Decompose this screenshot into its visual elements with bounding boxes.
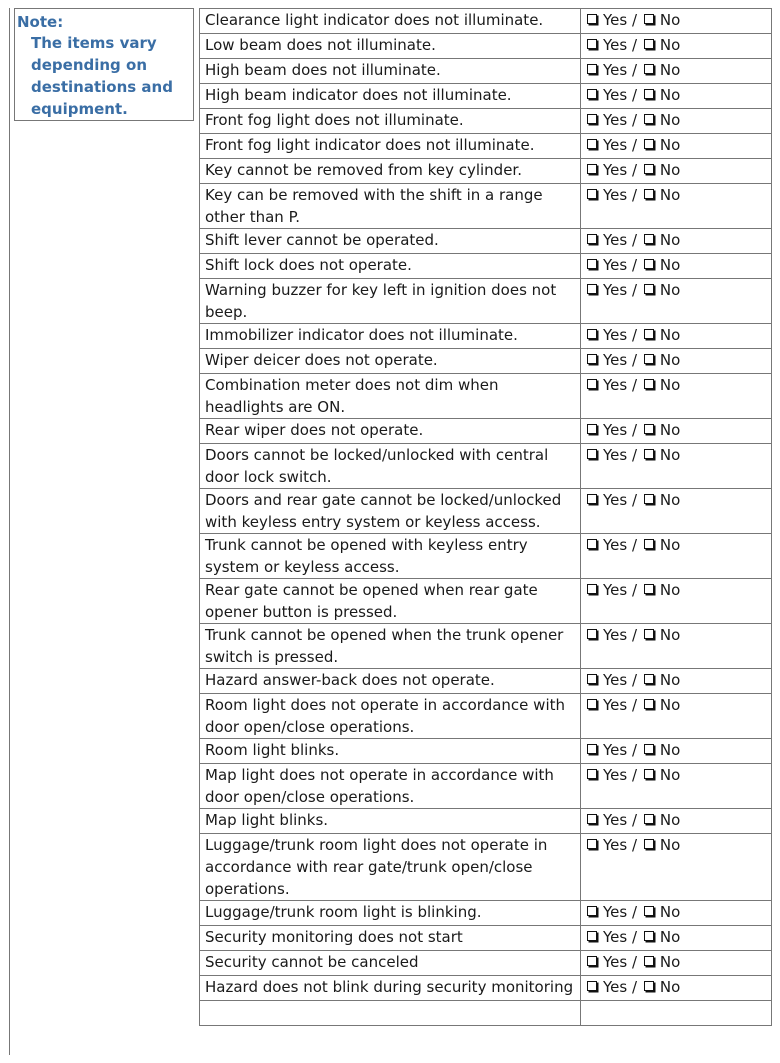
symptom-text: Wiper deicer does not operate. bbox=[200, 349, 581, 374]
no-checkbox-icon[interactable] bbox=[644, 931, 654, 941]
table-row bbox=[200, 579, 772, 624]
yes-label: Yes bbox=[603, 61, 628, 79]
no-label: No bbox=[659, 421, 681, 439]
no-checkbox-icon[interactable] bbox=[644, 814, 654, 824]
answer-separator: / bbox=[632, 491, 638, 509]
yes-no-cell bbox=[581, 579, 772, 624]
no-checkbox-icon[interactable] bbox=[644, 14, 654, 24]
table-row bbox=[200, 159, 772, 184]
yes-label: Yes bbox=[603, 136, 628, 154]
no-checkbox-icon[interactable] bbox=[644, 539, 654, 549]
yes-checkbox-icon[interactable] bbox=[587, 449, 597, 459]
answer-separator: / bbox=[632, 741, 638, 759]
table-row bbox=[200, 374, 772, 419]
symptom-text: Doors cannot be locked/unlocked with central door lock switch. bbox=[200, 444, 581, 489]
yes-label: Yes bbox=[603, 491, 628, 509]
no-checkbox-icon[interactable] bbox=[644, 139, 654, 149]
no-label: No bbox=[659, 811, 681, 829]
answer-separator: / bbox=[632, 136, 638, 154]
yes-no-cell bbox=[581, 84, 772, 109]
answer-separator: / bbox=[632, 811, 638, 829]
yes-label: Yes bbox=[603, 326, 628, 344]
yes-no-cell bbox=[581, 764, 772, 809]
yes-label: Yes bbox=[603, 953, 628, 971]
no-checkbox-icon[interactable] bbox=[644, 164, 654, 174]
table-row bbox=[200, 324, 772, 349]
yes-label: Yes bbox=[603, 928, 628, 946]
yes-no-cell bbox=[581, 669, 772, 694]
yes-checkbox-icon[interactable] bbox=[587, 114, 597, 124]
no-label: No bbox=[659, 836, 681, 854]
table-row bbox=[200, 34, 772, 59]
yes-label: Yes bbox=[603, 903, 628, 921]
symptom-text: Hazard answer-back does not operate. bbox=[200, 669, 581, 694]
no-checkbox-icon[interactable] bbox=[644, 259, 654, 269]
answer-separator: / bbox=[632, 11, 638, 29]
symptom-text: Shift lock does not operate. bbox=[200, 254, 581, 279]
note-line: destinations and bbox=[31, 78, 173, 96]
no-checkbox-icon[interactable] bbox=[644, 584, 654, 594]
yes-label: Yes bbox=[603, 536, 628, 554]
table-row bbox=[200, 254, 772, 279]
yes-no-cell bbox=[581, 184, 772, 229]
yes-checkbox-icon[interactable] bbox=[587, 814, 597, 824]
no-checkbox-icon[interactable] bbox=[644, 629, 654, 639]
left-margin-rule bbox=[9, 8, 10, 1055]
yes-checkbox-icon[interactable] bbox=[587, 699, 597, 709]
answer-separator: / bbox=[632, 978, 638, 996]
symptom-text: High beam does not illuminate. bbox=[200, 59, 581, 84]
symptom-text: Front fog light indicator does not illuminate. bbox=[200, 134, 581, 159]
yes-label: Yes bbox=[603, 626, 628, 644]
answer-separator: / bbox=[632, 421, 638, 439]
no-label: No bbox=[659, 281, 681, 299]
answer-separator: / bbox=[632, 376, 638, 394]
yes-checkbox-icon[interactable] bbox=[587, 189, 597, 199]
yes-checkbox-icon[interactable] bbox=[587, 354, 597, 364]
yes-checkbox-icon[interactable] bbox=[587, 329, 597, 339]
empty-cell bbox=[581, 1001, 772, 1026]
no-checkbox-icon[interactable] bbox=[644, 981, 654, 991]
no-checkbox-icon[interactable] bbox=[644, 956, 654, 966]
no-label: No bbox=[659, 11, 681, 29]
yes-checkbox-icon[interactable] bbox=[587, 674, 597, 684]
yes-no-cell bbox=[581, 324, 772, 349]
yes-label: Yes bbox=[603, 811, 628, 829]
table-row bbox=[200, 834, 772, 901]
no-label: No bbox=[659, 61, 681, 79]
yes-no-cell bbox=[581, 59, 772, 84]
no-checkbox-icon[interactable] bbox=[644, 114, 654, 124]
table-row bbox=[200, 109, 772, 134]
yes-label: Yes bbox=[603, 766, 628, 784]
no-label: No bbox=[659, 671, 681, 689]
answer-separator: / bbox=[632, 256, 638, 274]
yes-no-cell bbox=[581, 9, 772, 34]
no-checkbox-icon[interactable] bbox=[644, 64, 654, 74]
yes-no-cell bbox=[581, 489, 772, 534]
symptom-text: Clearance light indicator does not illuminate. bbox=[200, 9, 581, 34]
yes-label: Yes bbox=[603, 836, 628, 854]
no-label: No bbox=[659, 136, 681, 154]
no-label: No bbox=[659, 186, 681, 204]
no-checkbox-icon[interactable] bbox=[644, 379, 654, 389]
yes-no-cell bbox=[581, 349, 772, 374]
yes-checkbox-icon[interactable] bbox=[587, 629, 597, 639]
yes-checkbox-icon[interactable] bbox=[587, 744, 597, 754]
answer-separator: / bbox=[632, 766, 638, 784]
yes-label: Yes bbox=[603, 351, 628, 369]
table-row bbox=[200, 59, 772, 84]
no-label: No bbox=[659, 626, 681, 644]
table-row bbox=[200, 809, 772, 834]
symptom-text: Doors and rear gate cannot be locked/unlocked with keyless entry system or keyless access. bbox=[200, 489, 581, 534]
yes-checkbox-icon[interactable] bbox=[587, 234, 597, 244]
yes-label: Yes bbox=[603, 86, 628, 104]
symptom-text: Map light blinks. bbox=[200, 809, 581, 834]
table-row bbox=[200, 739, 772, 764]
checklist-body bbox=[200, 9, 772, 1026]
no-label: No bbox=[659, 903, 681, 921]
yes-checkbox-icon[interactable] bbox=[587, 259, 597, 269]
answer-separator: / bbox=[632, 928, 638, 946]
no-checkbox-icon[interactable] bbox=[644, 674, 654, 684]
yes-no-cell bbox=[581, 254, 772, 279]
yes-checkbox-icon[interactable] bbox=[587, 981, 597, 991]
note-box bbox=[14, 8, 194, 121]
symptom-text: Warning buzzer for key left in ignition does not beep. bbox=[200, 279, 581, 324]
answer-separator: / bbox=[632, 953, 638, 971]
symptom-text: Rear gate cannot be opened when rear gate opener button is pressed. bbox=[200, 579, 581, 624]
answer-separator: / bbox=[632, 86, 638, 104]
answer-separator: / bbox=[632, 61, 638, 79]
yes-no-cell bbox=[581, 809, 772, 834]
yes-checkbox-icon[interactable] bbox=[587, 164, 597, 174]
symptom-text: Room light blinks. bbox=[200, 739, 581, 764]
yes-checkbox-icon[interactable] bbox=[587, 89, 597, 99]
symptom-text: Key cannot be removed from key cylinder. bbox=[200, 159, 581, 184]
yes-checkbox-icon[interactable] bbox=[587, 64, 597, 74]
yes-no-cell bbox=[581, 109, 772, 134]
yes-no-cell bbox=[581, 279, 772, 324]
no-checkbox-icon[interactable] bbox=[644, 234, 654, 244]
no-label: No bbox=[659, 446, 681, 464]
answer-separator: / bbox=[632, 696, 638, 714]
no-checkbox-icon[interactable] bbox=[644, 699, 654, 709]
yes-no-cell bbox=[581, 624, 772, 669]
no-checkbox-icon[interactable] bbox=[644, 39, 654, 49]
symptom-text: Security cannot be canceled bbox=[200, 951, 581, 976]
no-checkbox-icon[interactable] bbox=[644, 906, 654, 916]
yes-label: Yes bbox=[603, 186, 628, 204]
no-label: No bbox=[659, 491, 681, 509]
no-label: No bbox=[659, 741, 681, 759]
yes-checkbox-icon[interactable] bbox=[587, 494, 597, 504]
symptom-text: Luggage/trunk room light does not operate in accordance with rear gate/trunk open/close operations. bbox=[200, 834, 581, 901]
symptom-text: Shift lever cannot be operated. bbox=[200, 229, 581, 254]
yes-no-cell bbox=[581, 926, 772, 951]
note-title: Note: bbox=[17, 13, 64, 31]
yes-label: Yes bbox=[603, 446, 628, 464]
symptom-text: Security monitoring does not start bbox=[200, 926, 581, 951]
yes-checkbox-icon[interactable] bbox=[587, 379, 597, 389]
note-line: The items vary bbox=[31, 34, 157, 52]
answer-separator: / bbox=[632, 626, 638, 644]
yes-no-cell bbox=[581, 134, 772, 159]
yes-label: Yes bbox=[603, 421, 628, 439]
no-label: No bbox=[659, 256, 681, 274]
answer-separator: / bbox=[632, 671, 638, 689]
yes-no-cell bbox=[581, 901, 772, 926]
yes-checkbox-icon[interactable] bbox=[587, 139, 597, 149]
table-row bbox=[200, 489, 772, 534]
table-row bbox=[200, 9, 772, 34]
table-row bbox=[200, 624, 772, 669]
table-row bbox=[200, 279, 772, 324]
symptom-text: Key can be removed with the shift in a range other than P. bbox=[200, 184, 581, 229]
no-label: No bbox=[659, 326, 681, 344]
table-row bbox=[200, 534, 772, 579]
empty-cell bbox=[200, 1001, 581, 1026]
yes-label: Yes bbox=[603, 671, 628, 689]
answer-separator: / bbox=[632, 36, 638, 54]
yes-label: Yes bbox=[603, 281, 628, 299]
yes-checkbox-icon[interactable] bbox=[587, 839, 597, 849]
no-checkbox-icon[interactable] bbox=[644, 449, 654, 459]
symptom-text: Front fog light does not illuminate. bbox=[200, 109, 581, 134]
yes-checkbox-icon[interactable] bbox=[587, 424, 597, 434]
yes-label: Yes bbox=[603, 111, 628, 129]
answer-separator: / bbox=[632, 231, 638, 249]
symptom-text: Hazard does not blink during security monitoring bbox=[200, 976, 581, 1001]
no-label: No bbox=[659, 928, 681, 946]
empty-row bbox=[200, 1001, 772, 1026]
no-label: No bbox=[659, 953, 681, 971]
no-label: No bbox=[659, 351, 681, 369]
yes-no-cell bbox=[581, 976, 772, 1001]
symptom-text: Trunk cannot be opened with keyless entry system or keyless access. bbox=[200, 534, 581, 579]
yes-no-cell bbox=[581, 739, 772, 764]
yes-label: Yes bbox=[603, 741, 628, 759]
table-row bbox=[200, 926, 772, 951]
table-row bbox=[200, 444, 772, 489]
answer-separator: / bbox=[632, 186, 638, 204]
no-label: No bbox=[659, 696, 681, 714]
yes-checkbox-icon[interactable] bbox=[587, 956, 597, 966]
no-checkbox-icon[interactable] bbox=[644, 329, 654, 339]
yes-label: Yes bbox=[603, 978, 628, 996]
yes-label: Yes bbox=[603, 161, 628, 179]
no-label: No bbox=[659, 376, 681, 394]
answer-separator: / bbox=[632, 281, 638, 299]
table-row bbox=[200, 134, 772, 159]
no-checkbox-icon[interactable] bbox=[644, 284, 654, 294]
symptom-text: Combination meter does not dim when headlights are ON. bbox=[200, 374, 581, 419]
yes-no-cell bbox=[581, 374, 772, 419]
table-row bbox=[200, 184, 772, 229]
yes-checkbox-icon[interactable] bbox=[587, 14, 597, 24]
no-label: No bbox=[659, 111, 681, 129]
symptom-text: High beam indicator does not illuminate. bbox=[200, 84, 581, 109]
yes-checkbox-icon[interactable] bbox=[587, 39, 597, 49]
yes-no-cell bbox=[581, 951, 772, 976]
table-row bbox=[200, 976, 772, 1001]
answer-separator: / bbox=[632, 351, 638, 369]
no-label: No bbox=[659, 766, 681, 784]
symptom-text: Luggage/trunk room light is blinking. bbox=[200, 901, 581, 926]
no-checkbox-icon[interactable] bbox=[644, 494, 654, 504]
symptom-text: Map light does not operate in accordance with door open/close operations. bbox=[200, 764, 581, 809]
table-row bbox=[200, 764, 772, 809]
yes-label: Yes bbox=[603, 11, 628, 29]
yes-checkbox-icon[interactable] bbox=[587, 284, 597, 294]
yes-label: Yes bbox=[603, 376, 628, 394]
table-row bbox=[200, 419, 772, 444]
symptom-checklist-table bbox=[199, 8, 772, 1026]
yes-label: Yes bbox=[603, 581, 628, 599]
answer-separator: / bbox=[632, 161, 638, 179]
table-row bbox=[200, 901, 772, 926]
no-checkbox-icon[interactable] bbox=[644, 424, 654, 434]
table-row bbox=[200, 951, 772, 976]
no-checkbox-icon[interactable] bbox=[644, 769, 654, 779]
yes-no-cell bbox=[581, 34, 772, 59]
answer-separator: / bbox=[632, 111, 638, 129]
answer-separator: / bbox=[632, 536, 638, 554]
symptom-text: Room light does not operate in accordance with door open/close operations. bbox=[200, 694, 581, 739]
yes-label: Yes bbox=[603, 231, 628, 249]
no-checkbox-icon[interactable] bbox=[644, 89, 654, 99]
answer-separator: / bbox=[632, 903, 638, 921]
no-checkbox-icon[interactable] bbox=[644, 744, 654, 754]
note-line: equipment. bbox=[31, 100, 128, 118]
no-label: No bbox=[659, 161, 681, 179]
yes-no-cell bbox=[581, 534, 772, 579]
symptom-text: Trunk cannot be opened when the trunk opener switch is pressed. bbox=[200, 624, 581, 669]
no-label: No bbox=[659, 536, 681, 554]
table-row bbox=[200, 669, 772, 694]
no-checkbox-icon[interactable] bbox=[644, 189, 654, 199]
no-label: No bbox=[659, 978, 681, 996]
yes-no-cell bbox=[581, 419, 772, 444]
symptom-text: Immobilizer indicator does not illuminate. bbox=[200, 324, 581, 349]
yes-label: Yes bbox=[603, 696, 628, 714]
table-row bbox=[200, 84, 772, 109]
answer-separator: / bbox=[632, 581, 638, 599]
yes-checkbox-icon[interactable] bbox=[587, 906, 597, 916]
table-row bbox=[200, 229, 772, 254]
no-checkbox-icon[interactable] bbox=[644, 354, 654, 364]
yes-no-cell bbox=[581, 159, 772, 184]
yes-label: Yes bbox=[603, 256, 628, 274]
table-row bbox=[200, 349, 772, 374]
yes-no-cell bbox=[581, 444, 772, 489]
symptom-text: Low beam does not illuminate. bbox=[200, 34, 581, 59]
no-label: No bbox=[659, 86, 681, 104]
answer-separator: / bbox=[632, 836, 638, 854]
yes-no-cell bbox=[581, 834, 772, 901]
answer-separator: / bbox=[632, 326, 638, 344]
yes-label: Yes bbox=[603, 36, 628, 54]
yes-no-cell bbox=[581, 229, 772, 254]
symptom-text: Rear wiper does not operate. bbox=[200, 419, 581, 444]
no-label: No bbox=[659, 231, 681, 249]
no-label: No bbox=[659, 36, 681, 54]
note-line: depending on bbox=[31, 56, 148, 74]
answer-separator: / bbox=[632, 446, 638, 464]
yes-checkbox-icon[interactable] bbox=[587, 539, 597, 549]
yes-checkbox-icon[interactable] bbox=[587, 584, 597, 594]
yes-no-cell bbox=[581, 694, 772, 739]
no-label: No bbox=[659, 581, 681, 599]
no-checkbox-icon[interactable] bbox=[644, 839, 654, 849]
table-row bbox=[200, 694, 772, 739]
yes-checkbox-icon[interactable] bbox=[587, 931, 597, 941]
yes-checkbox-icon[interactable] bbox=[587, 769, 597, 779]
